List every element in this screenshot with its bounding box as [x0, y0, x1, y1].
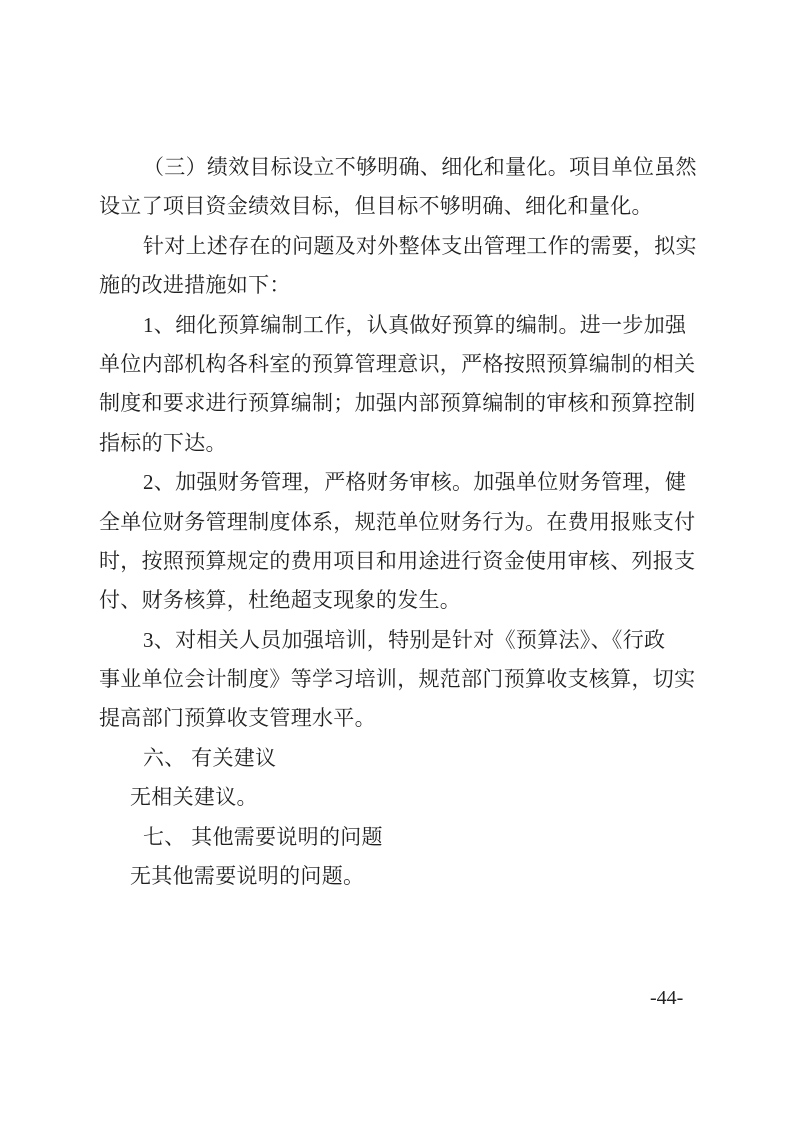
text-line: 指标的下达。 — [99, 430, 227, 455]
text-line: 设立了项目资金绩效目标，但目标不够明确、细化和量化。 — [99, 194, 653, 219]
page-number: -44- — [650, 987, 684, 1009]
text-line: 无其他需要说明的问题。 — [130, 864, 365, 889]
text-line: 付、财务核算，杜绝超支现象的发生。 — [99, 588, 462, 613]
text-line: 全单位财务管理制度体系，规范单位财务行为。在费用报账支付 — [99, 509, 696, 534]
section-heading: 六、 有关建议 — [143, 745, 277, 770]
text-line: 3、对相关人员加强培训，特别是针对《预算法》、《行政 — [143, 627, 666, 652]
text-line: 时，按照预算规定的费用项目和用途进行资金使用审核、列报支 — [99, 548, 696, 573]
text-line: 针对上述存在的问题及对外整体支出管理工作的需要，拟实 — [143, 233, 697, 258]
text-line: 提高部门预算收支管理水平。 — [99, 706, 376, 731]
text-line: 事业单位会计制度》等学习培训，规范部门预算收支核算，切实 — [99, 667, 696, 692]
text-line: 制度和要求进行预算编制；加强内部预算编制的审核和预算控制 — [99, 391, 696, 416]
text-block — [99, 148, 719, 896]
section-heading: 七、 其他需要说明的问题 — [143, 824, 383, 849]
text-line: （三）绩效目标设立不够明确、细化和量化。项目单位虽然 — [143, 155, 697, 179]
text-line: 1、细化预算编制工作，认真做好预算的编制。进一步加强 — [143, 312, 687, 337]
text-line: 施的改进措施如下： — [99, 273, 291, 298]
text-line: 无相关建议。 — [130, 785, 258, 810]
text-line: 单位内部机构各科室的预算管理意识，严格按照预算编制的相关 — [99, 351, 696, 376]
text-line: 2、加强财务管理，严格财务审核。加强单位财务管理，健 — [143, 470, 687, 495]
